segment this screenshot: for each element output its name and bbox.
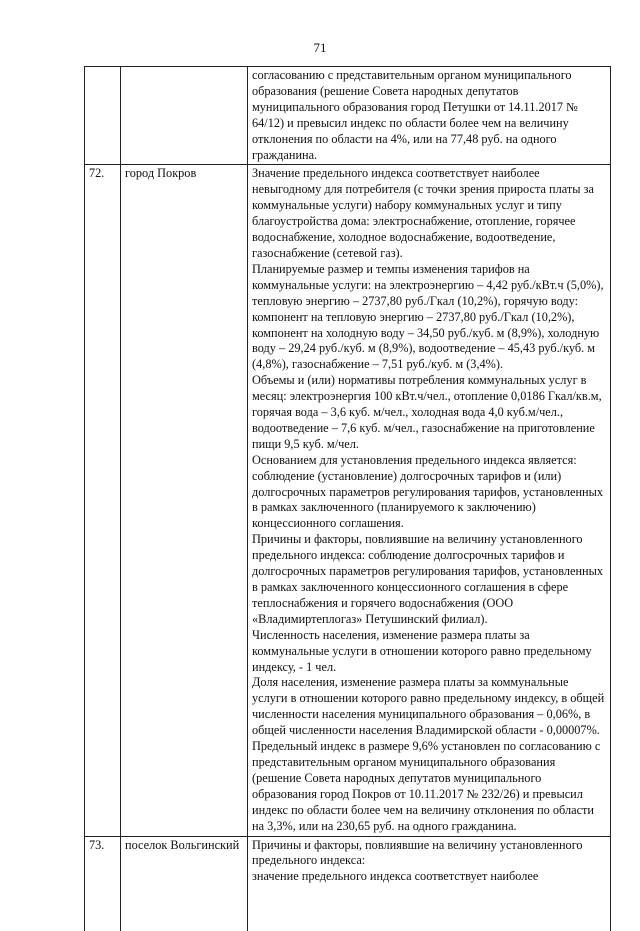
row-number: 72. (85, 165, 121, 836)
description-paragraph: Значение предельного индекса соответствует наиболее невыгодному для потребителя (с точки зрения прироста платы за коммунальные услуги) набору коммунальных услуг и типу благоустройства дома: электроснабжение, отопление, горячее водоснабжение, холодное водоснабжение, водоотведение, газоснабжение (сетевой газ). (252, 166, 594, 260)
description-paragraph: согласованию с представительным органом муниципального образования (решение Совета народных депутатов муниципального образования город Петушки от 14.11.2017 № 64/12) и превысил индекс по области более чем на величину отклонения по области на 4%, или на 77,48 руб. на одного гражданина. (252, 68, 578, 162)
municipality-name (121, 67, 248, 165)
table-row (85, 165, 611, 836)
description-paragraph: Предельный индекс в размере 9,6% установлен по согласованию с представительным органом муниципального образования (решение Совета народных депутатов муниципального образования город Покров от 10.11.2017 № 232/26) и превысил индекс по области более чем на величину отклонения по области на 3,3%, или на 230,65 руб. на одного гражданина. (252, 739, 601, 833)
description-paragraph: Объемы и (или) нормативы потребления коммунальных услуг в месяц: электроэнергия 100 кВт.ч/чел., отопление 0,0186 Гкал/кв.м, горячая вода – 3,6 куб. м/чел., холодная вода 4,0 куб.м/чел., водоотведение – 7,6 куб. м/чел., газоснабжение на приготовление пищи 9,5 куб. м/чел. (252, 373, 602, 451)
description-paragraph: Численность населения, изменение размера платы за коммунальные услуги в отношении которого равно предельному индексу, - 1 чел. (252, 627, 592, 674)
description-paragraph: Доля населения, изменение размера платы за коммунальные услуги в отношении которого равно предельному индексу, в общей численности населения муниципального образования – 0,06%, в общей численности населения Владимирской области - 0,00007%. (252, 675, 605, 738)
description-paragraph: Причины и факторы, повлиявшие на величину установленного предельного индекса: (252, 837, 583, 868)
description-paragraph: Основанием для установления предельного индекса является: соблюдение (установление) долгосрочных тарифов и (или) долгосрочных параметров регулирования тарифов, установленных в рамках заключенного (планируемого к заключению) концессионного соглашения. (252, 452, 604, 531)
municipality-name: поселок Вольгинский (121, 836, 248, 931)
description-paragraph: значение предельного индекса соответствует наиболее (252, 869, 539, 884)
description-cell (248, 836, 611, 931)
table-row (85, 836, 611, 931)
table-row (85, 67, 611, 165)
row-number (85, 67, 121, 165)
description-cell (248, 165, 611, 836)
description-paragraph: Причины и факторы, повлиявшие на величину установленного предельного индекса: соблюдение долгосрочных тарифов и долгосрочных параметров регулирования тарифов, установленных в рамках заключенного концессионного соглашения в сфере теплоснабжения и горячего водоснабжения (ООО «Владимиртеплогаз» Петушинский филиал). (252, 532, 604, 626)
page-number: 71 (313, 40, 327, 55)
municipality-name: город Покров (121, 165, 248, 836)
row-number: 73. (85, 836, 121, 931)
index-table (84, 66, 611, 931)
description-paragraph: Планируемые размер и темпы изменения тарифов на коммунальные услуги: на электроэнергию – 4,42 руб./кВт.ч (5,0%), тепловую энергию – 2737,80 руб./Гкал (10,2%), горячую воду: компонент на тепловую энергию – 2737,80 руб./Гкал (10,2%), компонент на холодную воду – 34,50 руб./куб. м (8,9%), холодную воду – 29,24 руб./куб. м (8,9%), водоотведение – 45,43 руб./куб. м (4,8%), газоснабжение – 7,51 руб./куб. м (3,4%). (252, 261, 604, 372)
description-cell (248, 67, 611, 165)
